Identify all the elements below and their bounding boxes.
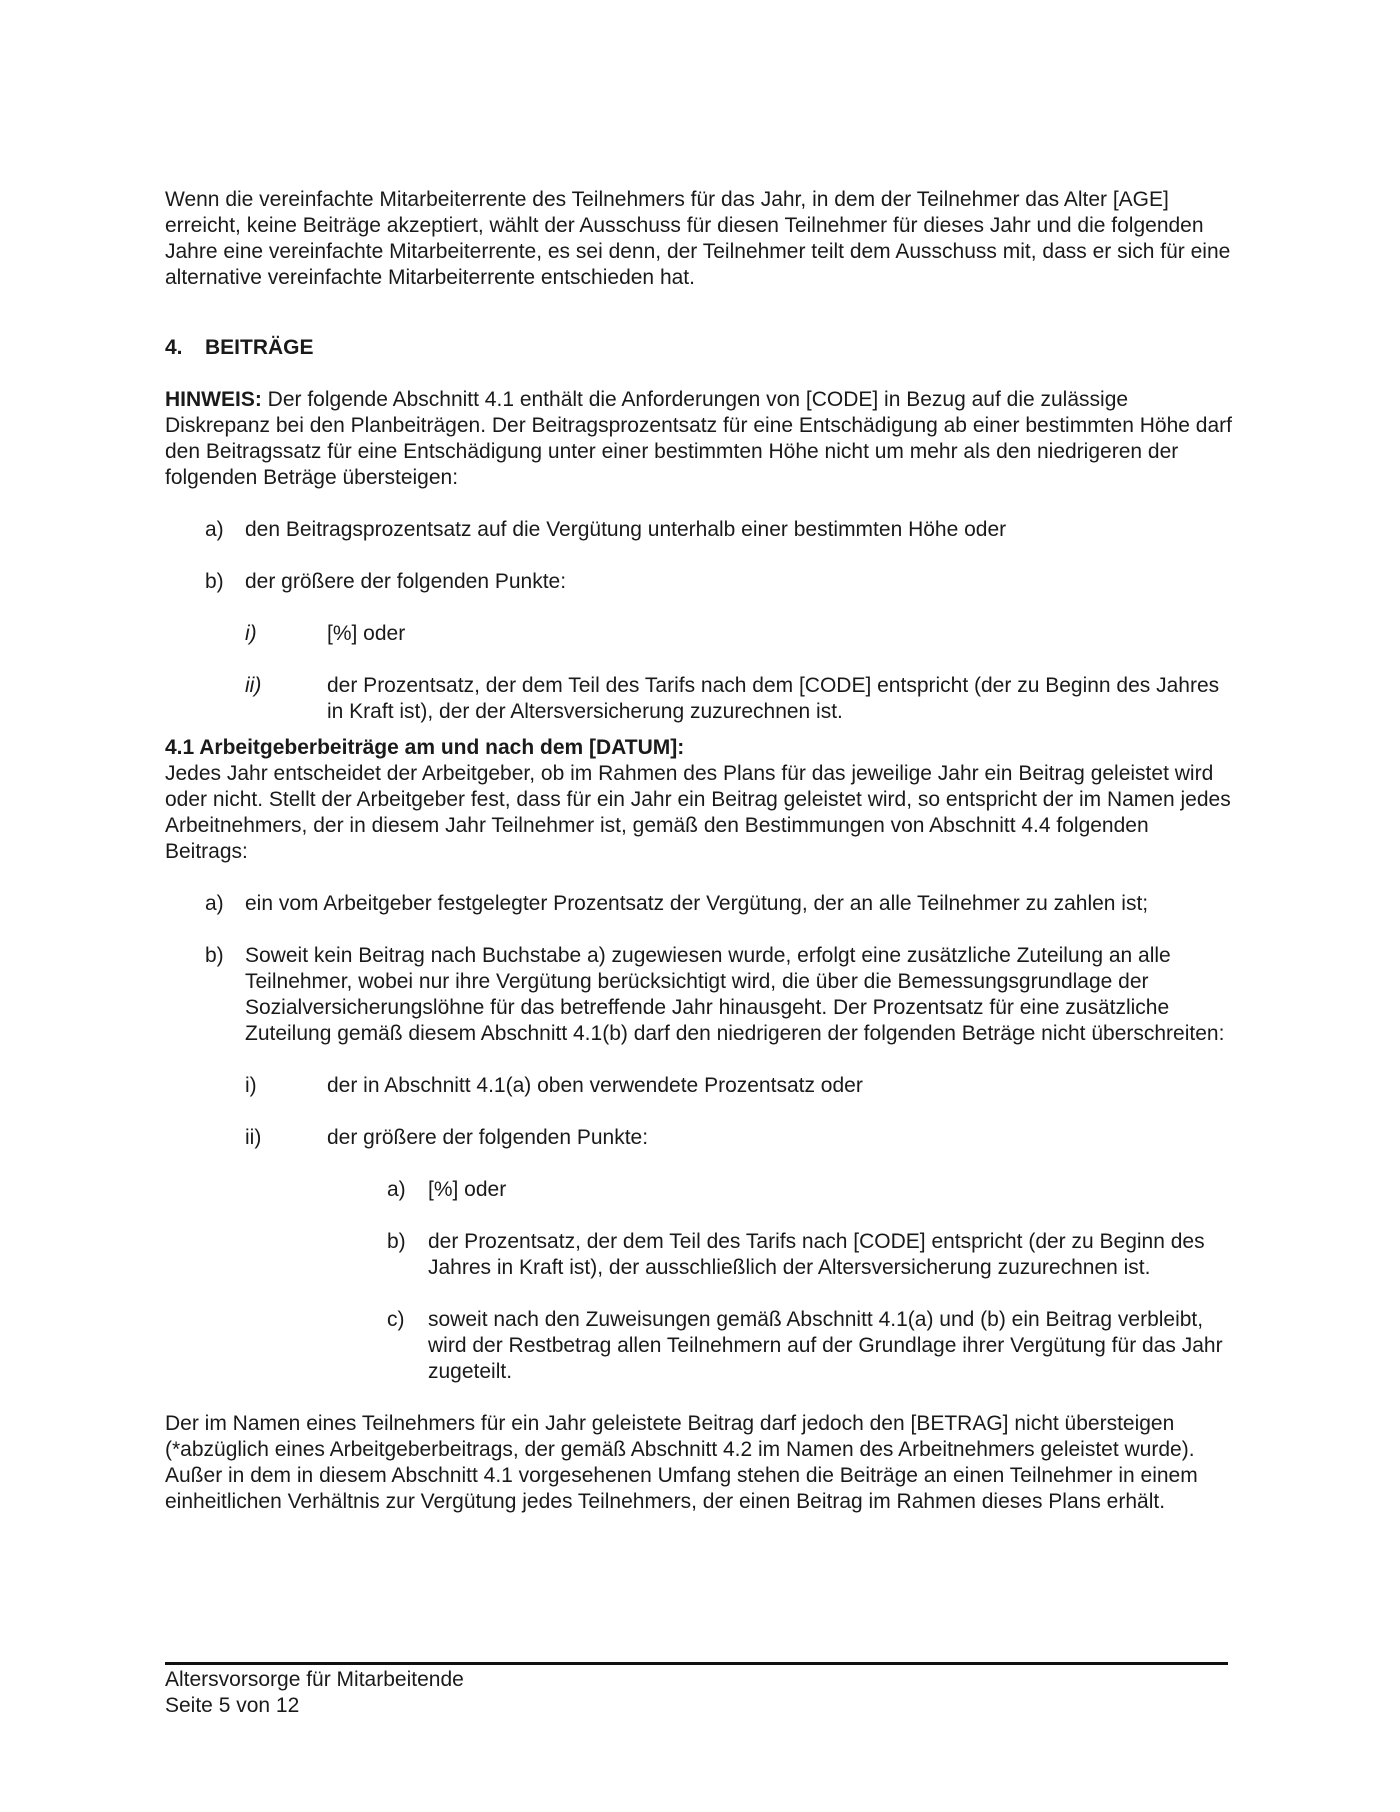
sub-list-item bbox=[165, 673, 1235, 725]
list-item-text: ein vom Arbeitgeber festgelegter Prozentsatz der Vergütung, der an alle Teilnehmer zu zahlen ist; bbox=[245, 892, 1149, 915]
note-label: HINWEIS: bbox=[165, 388, 262, 411]
sub-sub-list-item-text: der Prozentsatz, der dem Teil des Tarifs nach [CODE] entspricht (der zu Beginn des Jahres in Kraft ist), der ausschließlich der Altersversicherung zuzurechnen ist. bbox=[428, 1230, 1205, 1279]
list-item-label: b) bbox=[205, 570, 224, 593]
list-item-text: den Beitragsprozentsatz auf die Vergütung unterhalb einer bestimmten Höhe oder bbox=[245, 518, 1007, 541]
document-page bbox=[165, 187, 1235, 1515]
sub-list-item-text: der größere der folgenden Punkte: bbox=[327, 1126, 649, 1149]
sub-list-item-text: [%] oder bbox=[327, 622, 406, 645]
list-item-text: Soweit kein Beitrag nach Buchstabe a) zugewiesen wurde, erfolgt eine zusätzliche Zuteilung an alle Teilnehmer, wobei nur ihre Vergütung berücksichtigt wird, die über die Bemessungsgrundlage der Sozialversicherungslöhne für das betreffende Jahr hinausgeht. Der Prozentsatz für eine zusätzliche Zuteilung gemäß diesem Abschnitt 4.1(b) darf den niedrigeren der folgenden Beträge nicht überschreiten: bbox=[245, 944, 1225, 1045]
sub-list-item bbox=[165, 1073, 1235, 1099]
footer-divider bbox=[165, 1662, 1228, 1665]
section-4-1-heading: 4.1 Arbeitgeberbeiträge am und nach dem [DATUM]: bbox=[165, 736, 685, 759]
sub-list-item-label: i) bbox=[245, 1074, 257, 1097]
page-footer bbox=[165, 1667, 865, 1719]
sub-list-item-text: der Prozentsatz, der dem Teil des Tarifs nach dem [CODE] entspricht (der zu Beginn des Jahres in Kraft ist), der der Altersversicherung zuzurechnen ist. bbox=[327, 674, 1220, 723]
list-item bbox=[165, 517, 1235, 543]
footer-title: Altersvorsorge für Mitarbeitende bbox=[165, 1668, 464, 1691]
section-4-title: BEITRÄGE bbox=[205, 336, 314, 359]
sub-sub-list-item bbox=[165, 1177, 1235, 1203]
list-item-label: b) bbox=[205, 944, 224, 967]
sub-list-item-label: ii) bbox=[245, 1126, 262, 1149]
sub-sub-list-item bbox=[165, 1229, 1235, 1281]
list-item bbox=[165, 943, 1235, 1047]
sub-list-item bbox=[165, 1125, 1235, 1151]
section-4-1-body: Jedes Jahr entscheidet der Arbeitgeber, ob im Rahmen des Plans für das jeweilige Jahr ein Beitrag geleistet wird oder nicht. Stellt der Arbeitgeber fest, dass für ein Jahr ein Beitrag geleistet wird, so entspricht der im Namen jedes Arbeitnehmers, der in diesem Jahr Teilnehmer ist, gemäß den Bestimmungen von Abschnitt 4.4 folgenden Beitrags: bbox=[165, 762, 1231, 863]
sub-sub-list-item bbox=[165, 1307, 1235, 1385]
list-item-label: a) bbox=[205, 518, 224, 541]
note-text: Der folgende Abschnitt 4.1 enthält die Anforderungen von [CODE] in Bezug auf die zulässige Diskrepanz bei den Planbeiträgen. Der Beitragsprozentsatz für eine Entschädigung ab einer bestimmten Höhe darf den Beitragssatz für eine Entschädigung unter einer bestimmten Höhe nicht um mehr als den niedrigeren der folgenden Beträge übersteigen: bbox=[165, 388, 1232, 489]
sub-sub-list-item-text: [%] oder bbox=[428, 1178, 507, 1201]
page-number: Seite 5 von 12 bbox=[165, 1694, 300, 1717]
sub-list-item bbox=[165, 621, 1235, 647]
intro-paragraph: Wenn die vereinfachte Mitarbeiterrente des Teilnehmers für das Jahr, in dem der Teilnehmer das Alter [AGE] erreicht, keine Beiträge akzeptiert, wählt der Ausschuss für diesen Teilnehmer für dieses Jahr und die folgenden Jahre eine vereinfachte Mitarbeiterrente, es sei denn, der Teilnehmer teilt dem Ausschuss mit, dass er sich für eine alternative vereinfachte Mitarbeiterrente entschieden hat. bbox=[165, 188, 1231, 289]
sub-list-item-text: der in Abschnitt 4.1(a) oben verwendete Prozentsatz oder bbox=[327, 1074, 863, 1097]
sub-sub-list-item-label: b) bbox=[387, 1230, 406, 1253]
sub-sub-list-item-label: a) bbox=[387, 1178, 406, 1201]
closing-paragraph: Der im Namen eines Teilnehmers für ein Jahr geleistete Beitrag darf jedoch den [BETRAG] nicht übersteigen (*abzüglich eines Arbeitgeberbeitrags, der gemäß Abschnitt 4.2 im Namen des Arbeitnehmers geleistet wurde). Außer in dem in diesem Abschnitt 4.1 vorgesehenen Umfang stehen die Beiträge an einen Teilnehmer in einem einheitlichen Verhältnis zur Vergütung jedes Teilnehmers, der einen Beitrag im Rahmen dieses Plans erhält. bbox=[165, 1412, 1198, 1513]
sub-list-item-label: ii) bbox=[245, 674, 262, 697]
list-item-text: der größere der folgenden Punkte: bbox=[245, 570, 567, 593]
section-4-number: 4. bbox=[165, 336, 183, 359]
sub-sub-list-item-label: c) bbox=[387, 1308, 405, 1331]
section-4-heading bbox=[165, 335, 1235, 361]
note-paragraph bbox=[165, 387, 1235, 491]
sub-sub-list-item-text: soweit nach den Zuweisungen gemäß Abschnitt 4.1(a) und (b) ein Beitrag verbleibt, wird der Restbetrag allen Teilnehmern auf der Grundlage ihrer Vergütung für das Jahr zugeteilt. bbox=[428, 1308, 1223, 1383]
sub-list-item-label: i) bbox=[245, 622, 257, 645]
list-item-label: a) bbox=[205, 892, 224, 915]
list-item bbox=[165, 891, 1235, 917]
list-item bbox=[165, 569, 1235, 595]
